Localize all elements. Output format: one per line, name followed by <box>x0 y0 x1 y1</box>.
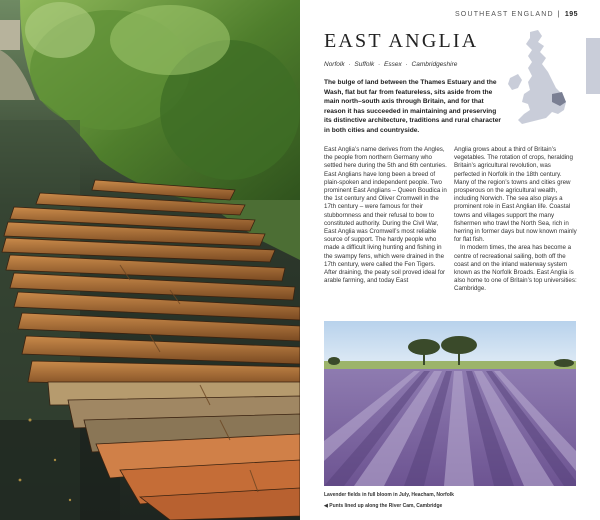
running-head <box>455 11 578 18</box>
body-column-left <box>324 146 447 285</box>
region-item: Cambridgeshire <box>411 61 458 68</box>
region-item: Suffolk <box>354 61 375 68</box>
page-number: 195 <box>564 11 578 18</box>
header-separator: | <box>557 11 561 18</box>
left-arrow-icon: ◀ <box>324 503 328 509</box>
region-list: Norfolk · Suffolk · Essex · Cambridgeshire <box>324 61 458 68</box>
body-paragraph: Anglia grows about a third of Britain’s vegetables. The rotation of crops, heralding Britain’s agricultural revolution, was perfected in Norfolk in the 18th century. Many of the region’s towns and cities grew prosperous on the agricultural wealth, including Norwich. The sea also plays a prominent role in East Anglian life. Coastal towns and villages support the many fishermen who trawl the North Sea, rich in herring in former days but now known mainly for flat fish. <box>454 146 577 244</box>
punts-caption <box>324 503 442 509</box>
intro-paragraph: The bulge of land between the Thames Estuary and the Wash, flat but far from featureless, sits aside from the main north–south axis through Britain, and for that reason it has succeeded in maintaining and preserving its distinctive architecture, traditions and rural character in both cities and countryside. <box>324 79 501 134</box>
body-paragraph: In modern times, the area has become a centre of recreational sailing, both off the coast and on the inland waterway system known as the Norfolk Broads. East Anglia is also home to one of Britain’s top universities: Cambridge. <box>454 244 577 293</box>
section-name: SOUTHEAST ENGLAND <box>454 11 554 18</box>
body-column-right <box>454 146 577 294</box>
lavender-photo <box>324 321 576 486</box>
region-item: Essex <box>384 61 402 68</box>
punts-caption-text: Punts lined up along the River Cam, Cambridge <box>329 503 443 509</box>
section-tab <box>586 38 600 94</box>
region-item: Norfolk <box>324 61 345 68</box>
right-page <box>300 0 600 520</box>
uk-locator-map-icon <box>508 28 574 134</box>
page-title: EAST ANGLIA <box>324 30 479 52</box>
body-paragraph: East Anglia’s name derives from the Angles, the people from northern Germany who settled here during the 5th and 6th centuries. East Anglians have long been a breed of plain-spoken and independent people. Two prominent East Anglians – Queen Boudica in the 1st century and Oliver Cromwell in the 17th century – were famous for their stubbornness and their refusal to bow to constituted authority. During the Civil War, East Anglia was Cromwell’s most reliable source of support. The hardy people who made a difficult living hunting and fishing in the swampy fens, which were drained in the 17th century, were called the Fen Tigers. After draining, the peaty soil proved ideal for arable farming, and today East <box>324 146 447 285</box>
lavender-caption: Lavender fields in full bloom in July, Heacham, Norfolk <box>324 492 454 498</box>
